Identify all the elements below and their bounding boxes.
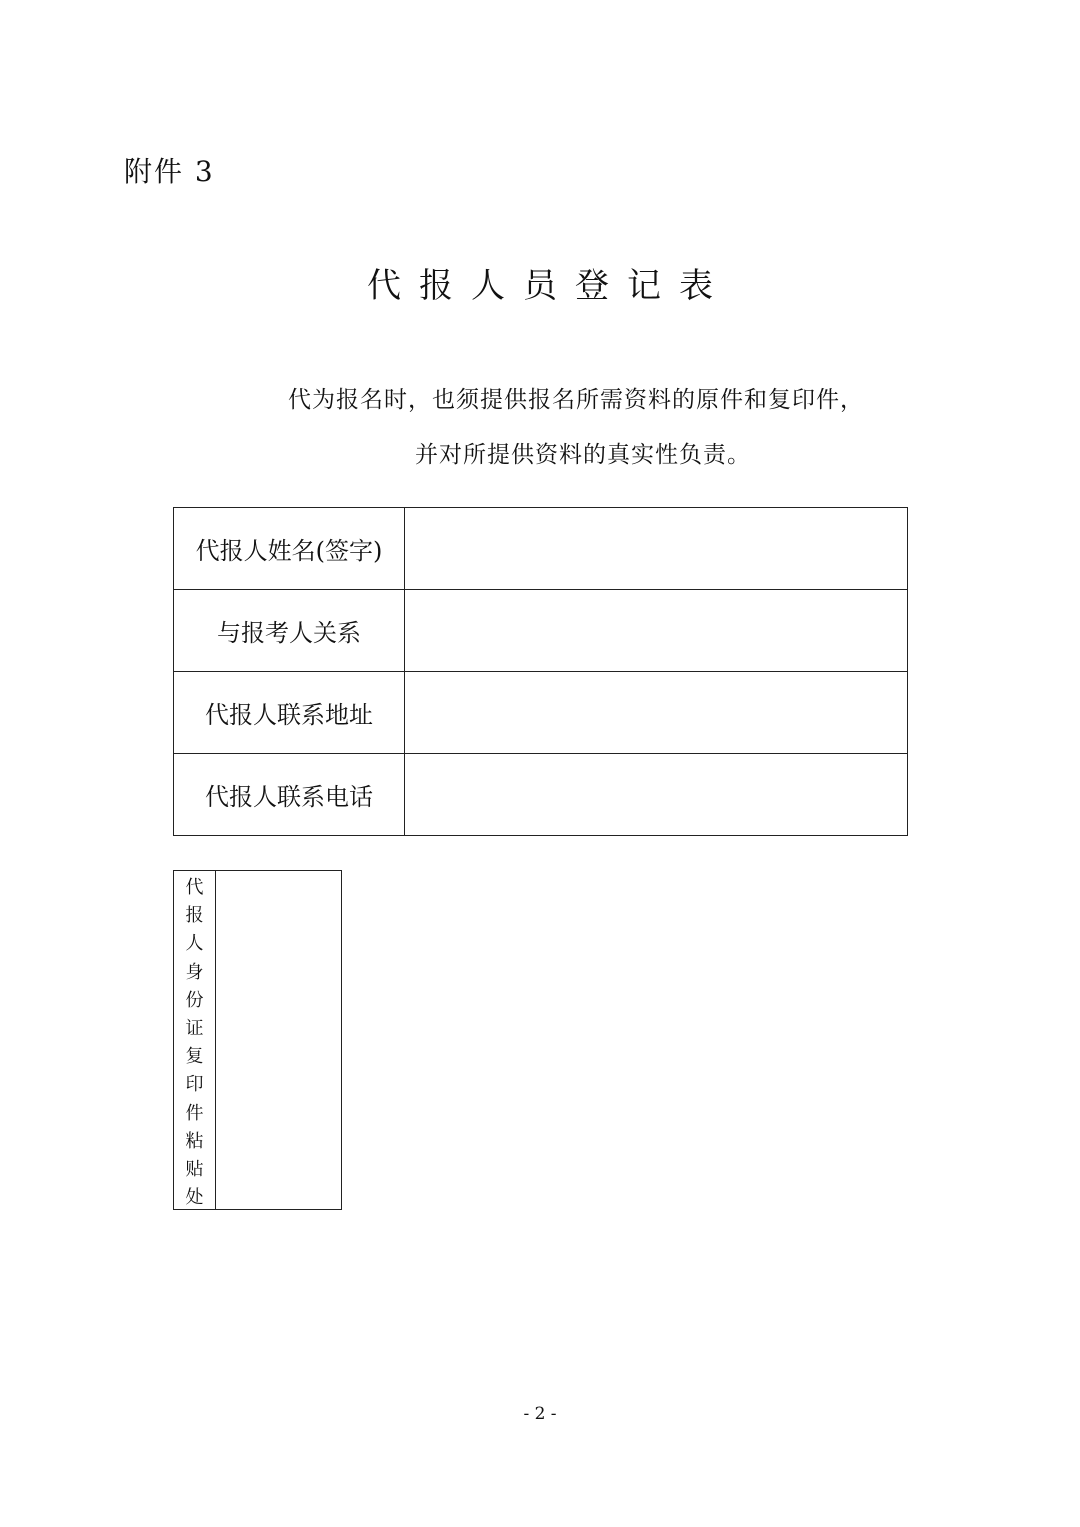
- id-copy-box-label-char: 代: [185, 877, 204, 898]
- id-copy-box-label-char: 粘: [185, 1130, 204, 1152]
- id-copy-paste-area: [216, 871, 341, 1209]
- table-row: [174, 590, 908, 672]
- id-copy-box-label-char: 复: [185, 1046, 204, 1068]
- row-value-relationship[interactable]: [405, 590, 908, 672]
- id-copy-box-label-char: 处: [185, 1187, 204, 1209]
- table-row: [174, 508, 908, 590]
- form-title: 代报人员登记表: [367, 266, 731, 306]
- id-copy-box: [173, 870, 342, 1210]
- id-copy-box-label-char: 证: [185, 1018, 204, 1040]
- row-label-phone: 代报人联系电话: [174, 754, 405, 836]
- attachment-label: 附件 3: [124, 155, 215, 188]
- id-copy-box-label-char: 份: [185, 989, 204, 1011]
- note-line-1: 代为报名时，也须提供报名所需资料的原件和复印件，: [288, 387, 864, 413]
- id-copy-box-label-char: 贴: [185, 1159, 204, 1181]
- row-value-address[interactable]: [405, 672, 908, 754]
- row-value-phone[interactable]: [405, 754, 908, 836]
- note-line-2: 并对所提供资料的真实性负责。: [415, 442, 751, 468]
- id-copy-box-label-char: 身: [185, 961, 204, 983]
- row-label-name-signature: 代报人姓名(签字): [174, 508, 405, 590]
- id-copy-box-label: [174, 871, 216, 1209]
- id-copy-box-label-char: 印: [185, 1074, 204, 1096]
- row-label-address: 代报人联系地址: [174, 672, 405, 754]
- id-copy-box-label-char: 人: [185, 933, 204, 955]
- id-copy-box-label-char: 件: [185, 1102, 204, 1124]
- table-row: [174, 672, 908, 754]
- row-label-relationship: 与报考人关系: [174, 590, 405, 672]
- table-row: [174, 754, 908, 836]
- id-copy-box-label-char: 报: [185, 905, 204, 927]
- page-number: - 2 -: [523, 1404, 557, 1424]
- row-value-name-signature[interactable]: [405, 508, 908, 590]
- registration-table: [173, 507, 908, 836]
